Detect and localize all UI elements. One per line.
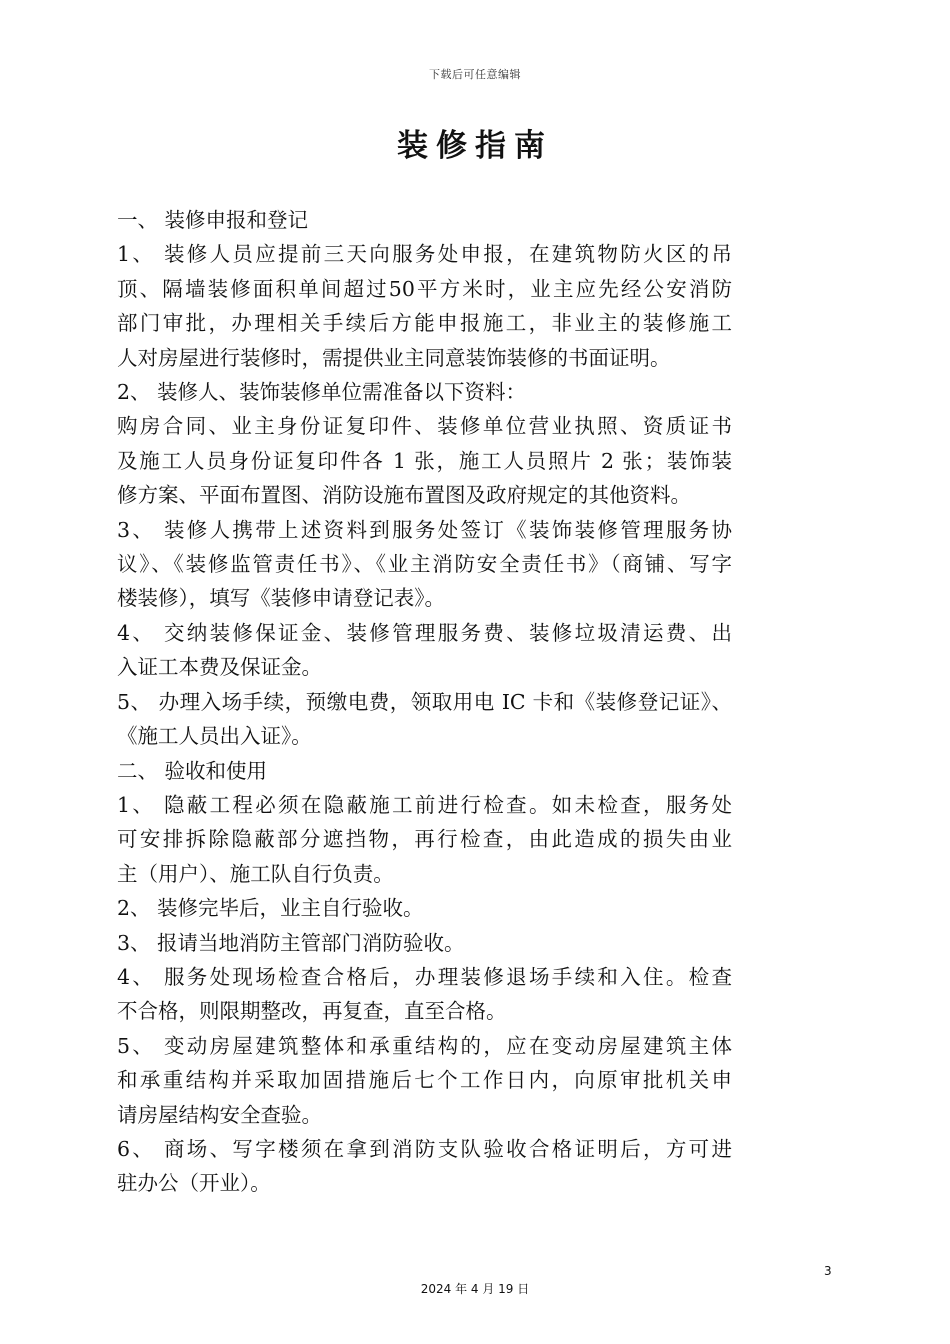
paragraph-line: 部门审批，办理相关手续后方能申报施工，非业主的装修施工	[117, 311, 732, 336]
paragraph-line: 3、 装修人携带上述资料到服务处签订《装饰装修管理服务协	[117, 517, 732, 542]
paragraph-line: 5、 办理入场手续，预缴电费，领取用电 IC 卡和《装修登记证》、	[117, 689, 732, 714]
paragraph-line: 驻办公（开业）。	[117, 1171, 271, 1196]
paragraph-line: 购房合同、业主身份证复印件、装修单位营业执照、资质证书	[117, 414, 732, 439]
paragraph-line: 1、 隐蔽工程必须在隐蔽施工前进行检查。如未检查，服务处	[117, 792, 732, 817]
paragraph-line: 1、 装修人员应提前三天向服务处申报，在建筑物防火区的吊	[117, 242, 732, 267]
paragraph-line: 可安排拆除隐蔽部分遮挡物，再行检查，由此造成的损失由业	[117, 827, 732, 852]
section-heading: 一、 装修申报和登记	[117, 208, 309, 232]
paragraph-line: 不合格，则限期整改，再复查，直至合格。	[117, 999, 507, 1024]
page-number: 3	[824, 1264, 832, 1278]
paragraph-line: 及施工人员身份证复印件各 1 张，施工人员照片 2 张；装饰装	[117, 448, 732, 473]
paragraph-line: 请房屋结构安全查验。	[117, 1102, 322, 1127]
paragraph-line: 2、 装修完毕后，业主自行验收。	[117, 896, 424, 921]
header-note: 下载后可任意编辑	[429, 68, 521, 81]
paragraph-line: 6、 商场、写字楼须在拿到消防支队验收合格证明后，方可进	[117, 1136, 732, 1161]
paragraph-line: 顶、隔墙装修面积单间超过50平方米时，业主应先经公安消防	[117, 276, 732, 301]
paragraph-line: 5、 变动房屋建筑整体和承重结构的，应在变动房屋建筑主体	[117, 1033, 732, 1058]
document-title: 装修指南	[397, 128, 553, 164]
paragraph-line: 2、 装修人、装饰装修单位需准备以下资料：	[117, 380, 527, 405]
document-body	[117, 203, 732, 1201]
paragraph-line: 4、 交纳装修保证金、装修管理服务费、装修垃圾清运费、出	[117, 620, 732, 645]
paragraph-line: 议》、《装修监管责任书》、《业主消防安全责任书》（商铺、写字	[117, 552, 732, 577]
section-heading: 二、 验收和使用	[117, 758, 268, 783]
paragraph-line: 3、 报请当地消防主管部门消防验收。	[117, 930, 465, 955]
paragraph-line: 楼装修），填写《装修申请登记表》。	[117, 586, 445, 611]
footer-date: 2024 年 4 月 19 日	[420, 1282, 530, 1296]
paragraph-line: 4、 服务处现场检查合格后，办理装修退场手续和入住。检查	[117, 964, 732, 989]
paragraph-line: 入证工本费及保证金。	[117, 655, 322, 680]
paragraph-line: 主（用户）、施工队自行负责。	[117, 861, 394, 886]
paragraph-line: 和承重结构并采取加固措施后七个工作日内，向原审批机关申	[117, 1068, 732, 1093]
paragraph-line: 人对房屋进行装修时，需提供业主同意装饰装修的书面证明。	[117, 345, 671, 370]
paragraph-line: 《施工人员出入证》。	[117, 724, 312, 749]
paragraph-line: 修方案、平面布置图、消防设施布置图及政府规定的其他资料。	[117, 483, 691, 508]
